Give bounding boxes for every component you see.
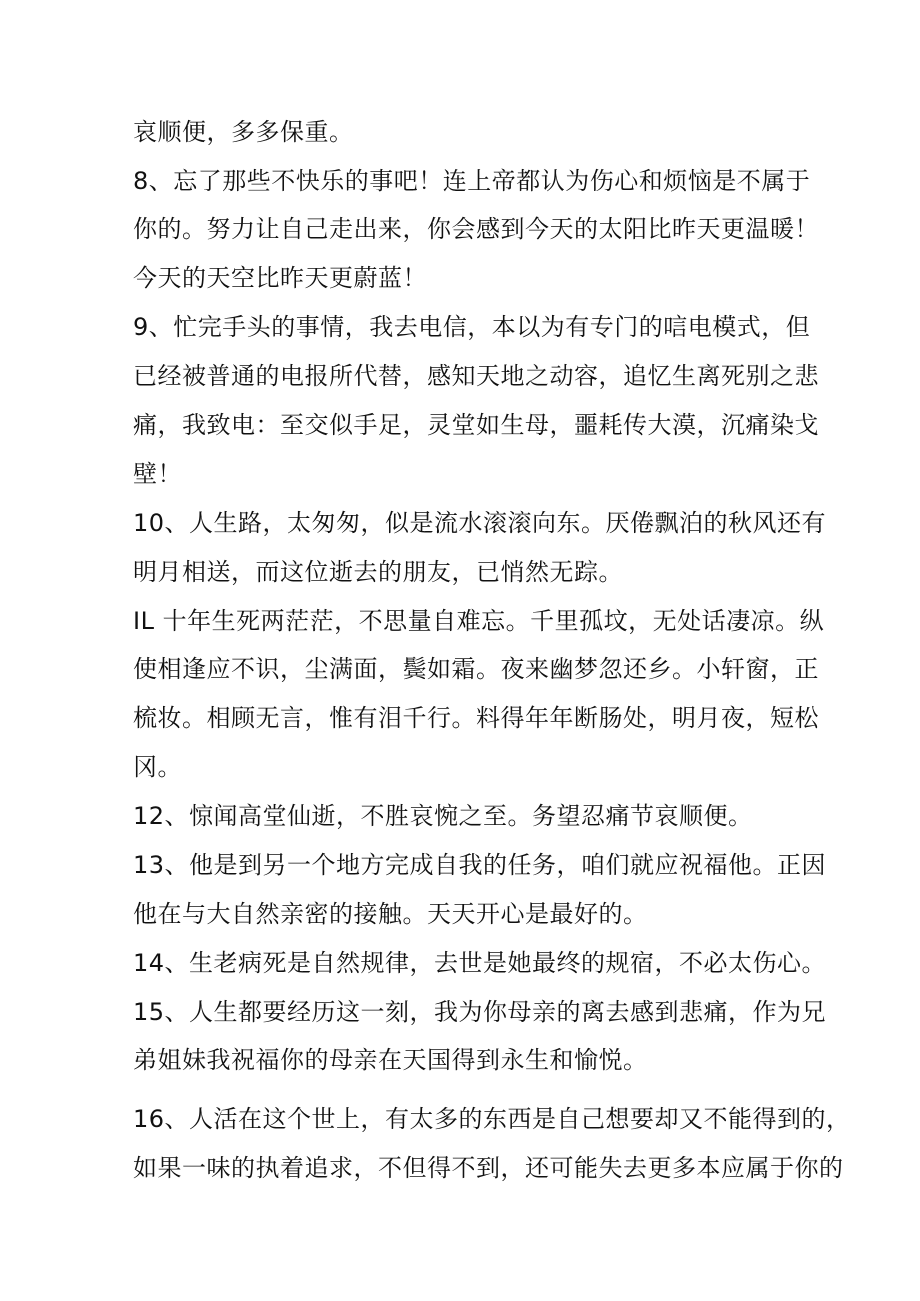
text-line: 壁！ — [133, 460, 182, 488]
text-line: 12、惊闻高堂仙逝，不胜哀惋之至。务望忍痛节哀顺便。 — [133, 802, 753, 830]
text-line: 明月相送，而这位逝去的朋友，已悄然无踪。 — [133, 558, 623, 586]
text-line: 16、人活在这个世上，有太多的东西是自己想要却又不能得到的， — [133, 1105, 851, 1133]
text-line: 8、忘了那些不快乐的事吧！连上帝都认为伤心和烦恼是不属于 — [133, 167, 811, 195]
text-line: 他在与大自然亲密的接触。天天开心是最好的。 — [133, 900, 648, 928]
text-line: 13、他是到另一个地方完成自我的任务，咱们就应祝福他。正因 — [133, 851, 827, 879]
text-line: 如果一味的执着追求，不但得不到，还可能失去更多本应属于你的 — [133, 1154, 844, 1182]
text-line: 冈。 — [133, 753, 182, 781]
text-line: 已经被普通的电报所代替，感知天地之动容，追忆生离死别之悲 — [133, 362, 819, 390]
text-line: 弟姐妹我祝福你的母亲在天国得到永生和愉悦。 — [133, 1046, 648, 1074]
text-line: 哀顺便，多多保重。 — [133, 118, 354, 146]
text-line: 痛，我致电：至交似手足，灵堂如生母，噩耗传大漠，沉痛染戈 — [133, 411, 819, 439]
text-line: 使相逢应不识，尘满面，鬓如霜。夜来幽梦忽还乡。小轩窗，正 — [133, 655, 819, 683]
text-line: 今天的天空比昨天更蔚蓝！ — [133, 264, 427, 292]
text-line: 15、人生都要经历这一刻，我为你母亲的离去感到悲痛，作为兄 — [133, 998, 827, 1026]
text-line: 10、人生路，太匆匆，似是流水滚滚向东。厌倦飘泊的秋风还有 — [133, 509, 827, 537]
text-line: 9、忙完手头的事情，我去电信，本以为有专门的唁电模式，但 — [133, 313, 811, 341]
text-line: 14、生老病死是自然规律，去世是她最终的规宿，不必太伤心。 — [133, 949, 827, 977]
text-line: 梳妆。相顾无言，惟有泪千行。料得年年断肠处，明月夜，短松 — [133, 704, 819, 732]
text-line: IL 十年生死两茫茫，不思量自难忘。千里孤坟，无处话凄凉。纵 — [133, 607, 825, 635]
text-line: 你的。努力让自己走出来，你会感到今天的太阳比昨天更温暖！ — [133, 215, 819, 243]
